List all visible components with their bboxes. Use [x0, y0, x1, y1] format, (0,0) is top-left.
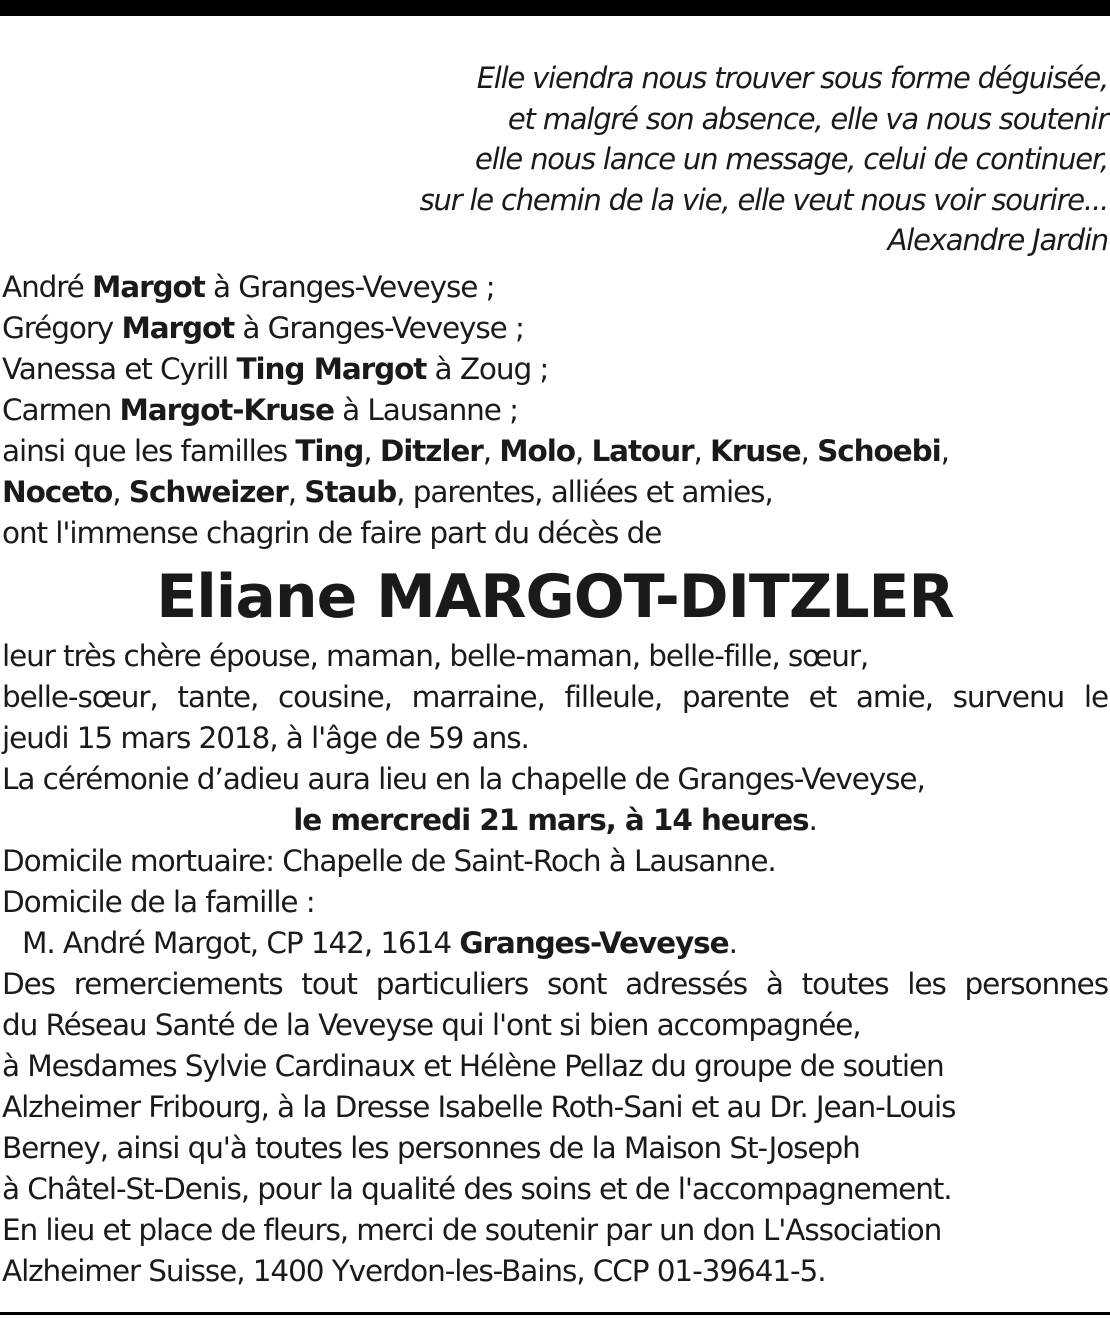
ceremony-date-line: le mercredi 21 mars, à 14 heures.	[293, 803, 817, 837]
bottom-rule	[0, 1312, 1110, 1315]
families-line: ainsi que les familles Ting, Ditzler, Molo, Latour, Kruse, Schoebi,	[2, 434, 949, 468]
poem-line: elle nous lance un message, celui de continuer,	[475, 142, 1108, 176]
poem-line: sur le chemin de la vie, elle veut nous voir sourire...	[419, 182, 1108, 217]
detail-line: Domicile de la famille :	[2, 885, 315, 919]
family-name: Schoebi	[817, 434, 941, 468]
family-name: Schweizer	[128, 475, 288, 509]
family-name: Margot	[121, 311, 235, 345]
detail-line: La cérémonie d’adieu aura lieu en la chapelle de Granges-Veveyse,	[2, 762, 925, 796]
family-line: Grégory Margot à Granges-Veveyse ;	[2, 311, 524, 345]
family-name: Noceto	[2, 475, 113, 509]
thanks-line: Berney, ainsi qu'à toutes les personnes de la Maison St-Joseph	[2, 1131, 860, 1165]
family-name: Ting Margot	[236, 352, 427, 386]
thanks-line: à Mesdames Sylvie Cardinaux et Hélène Pellaz du groupe de soutien	[2, 1049, 944, 1083]
family-name: Staub	[304, 475, 397, 509]
family-name: Kruse	[710, 434, 801, 468]
family-name: Ting	[295, 434, 364, 468]
detail-line: belle-sœur, tante, cousine, marraine, filleule, parente et amie, survenu le	[2, 680, 1108, 714]
family-name: Latour	[591, 434, 694, 468]
family-name: Margot-Kruse	[119, 393, 334, 427]
family-line: André Margot à Granges-Veveyse ;	[2, 270, 495, 304]
donation-line: Alzheimer Suisse, 1400 Yverdon-les-Bains, CCP 01-39641-5.	[2, 1254, 826, 1288]
families-line: Noceto, Schweizer, Staub, parentes, alliées et amies,	[2, 475, 773, 509]
family-line: Vanessa et Cyrill Ting Margot à Zoug ;	[2, 352, 549, 386]
donation-line: En lieu et place de fleurs, merci de soutenir par un don L'Association	[2, 1213, 942, 1247]
thanks-line: à Châtel-St-Denis, pour la qualité des soins et de l'accompagnement.	[2, 1172, 952, 1206]
family-name: Ditzler	[379, 434, 483, 468]
detail-line: jeudi 15 mars 2018, à l'âge de 59 ans.	[2, 721, 529, 755]
detail-line: leur très chère épouse, maman, belle-maman, belle-fille, sœur,	[2, 639, 869, 673]
obituary-details	[2, 636, 1108, 1292]
announcement-line: ont l'immense chagrin de faire part du décès de	[2, 516, 662, 550]
detail-line: Domicile mortuaire: Chapelle de Saint-Roch à Lausanne.	[2, 844, 776, 878]
family-name: Molo	[499, 434, 575, 468]
poem-line: et malgré son absence, elle va nous soutenir	[507, 101, 1108, 136]
family-announcement	[2, 267, 1108, 554]
family-name: Margot	[92, 270, 205, 304]
top-rule	[0, 0, 1110, 16]
family-address: M. André Margot, CP 142, 1614 Granges-Veveyse.	[22, 926, 737, 960]
ceremony-date: le mercredi 21 mars, à 14 heures	[293, 803, 809, 837]
thanks-line: Des remerciements tout particuliers sont adressés à toutes les personnes	[2, 967, 1108, 1001]
family-line: Carmen Margot-Kruse à Lausanne ;	[2, 393, 518, 427]
address-town: Granges-Veveyse	[459, 926, 729, 960]
poem-quote	[200, 58, 1108, 261]
thanks-line: Alzheimer Fribourg, à la Dresse Isabelle Roth-Sani et au Dr. Jean-Louis	[2, 1090, 956, 1124]
poem-line: Elle viendra nous trouver sous forme déguisée,	[476, 61, 1108, 95]
thanks-line: du Réseau Santé de la Veveyse qui l'ont si bien accompagnée,	[2, 1008, 861, 1042]
deceased-name: Eliane MARGOT-DITZLER	[156, 562, 954, 632]
poem-author: Alexandre Jardin	[887, 223, 1108, 257]
